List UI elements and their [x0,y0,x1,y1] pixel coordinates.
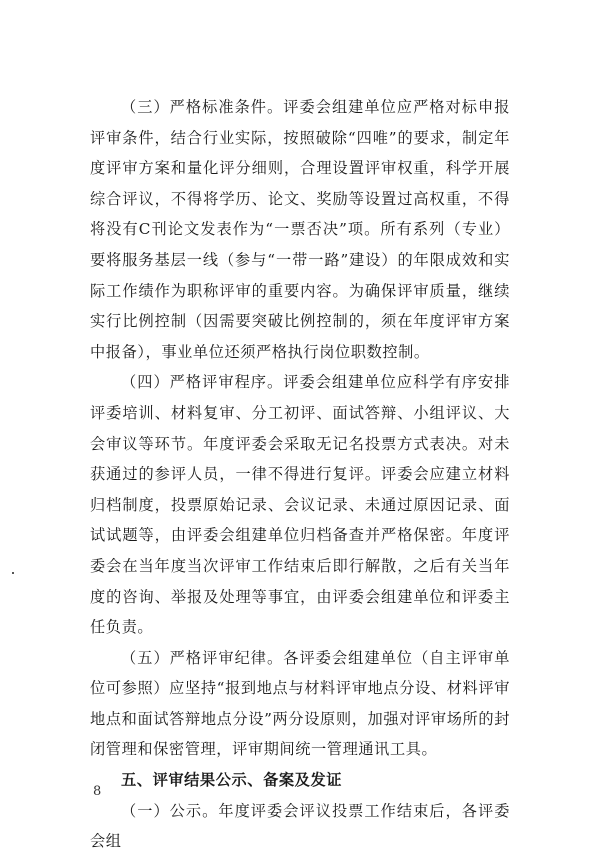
paragraph-strict-procedure: （四）严格评审程序。评委会组建单位应科学有序安排评委培训、材料复审、分工初评、面试答辩、小组评议、大会审议等环节。年度评委会采取无记名投票方式表决。对未获通过的参评人员，一律不得进行复评。评委会应建立材料归档制度，投票原始记录、会议记录、未通过原因记录、面试试题等，由评委会组建单位归档备查并严格保密。年度评委会在当年度当次评审工作结束后即行解散，之后有关当年度的咨询、举报及处理等事宜，由评委会组建单位和评委主任负责。 [90,373,510,637]
paragraph-strict-discipline: （五）严格评审纪律。各评委会组建单位（自主评审单位可参照）应坚持“报到地点与材料评审地点分设、材料评审地点和面试答辩地点分设”两分设原则，加强对评审场所的封闭管理和保密管理，评审期间统一管理通讯工具。 [90,648,510,759]
margin-mark [12,572,14,574]
document-body [90,92,510,857]
paragraph-strict-standards: （三）严格标准条件。评委会组建单位应严格对标申报评审条件，结合行业实际，按照破除“四唯”的要求，制定年度评审方案和量化评分细则，合理设置评审权重，科学开展综合评议，不得将学历、论文、奖励等设置过高权重，不得将没有C刊论文发表作为“一票否决”项。所有系列（专业）要将服务基层一线（参与“一带一路”建设）的年限成效和实际工作绩作为职称评审的重要内容。为确保评审质量，继续实行比例控制（因需要突破比例控制的，须在年度评审方案中报备），事业单位还须严格执行岗位职数控制。 [90,98,510,361]
paragraph-publicity: （一）公示。年度评委会评议投票工作结束后，各评委会组 [90,801,510,851]
section-heading: 五、评审结果公示、备案及发证 [121,771,343,790]
page-number: 8 [93,784,102,799]
